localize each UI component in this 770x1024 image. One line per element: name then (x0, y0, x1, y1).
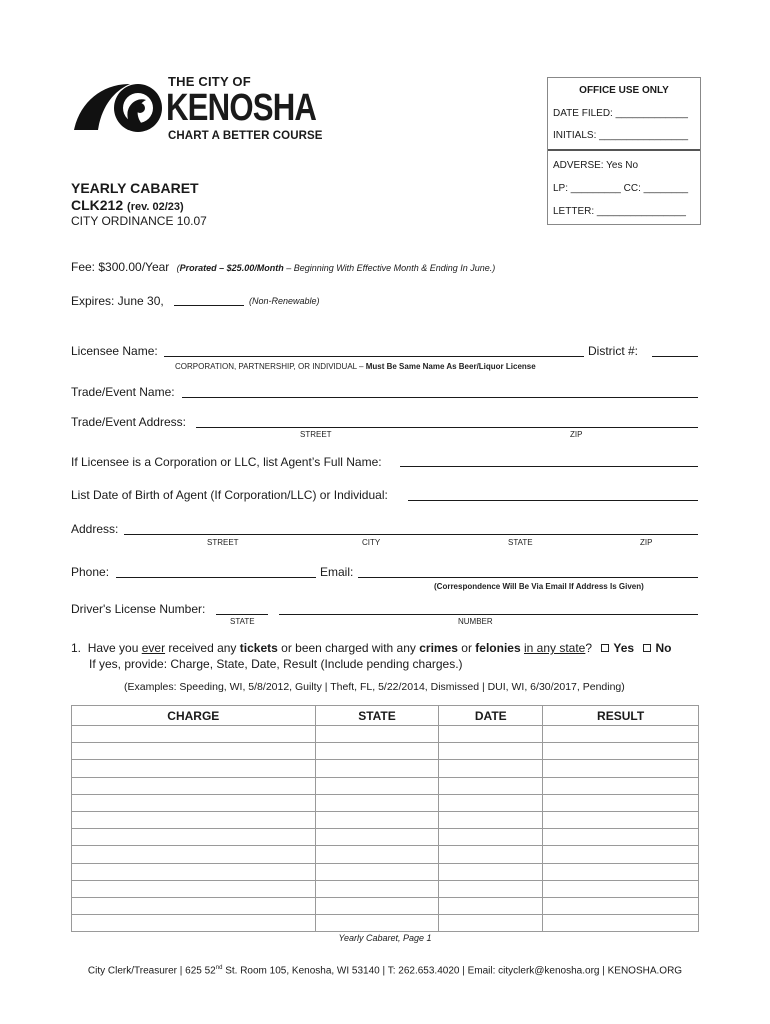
charge-cell[interactable] (72, 811, 316, 828)
state-cell[interactable] (315, 863, 439, 880)
result-header: RESULT (543, 706, 699, 726)
state-cell[interactable] (315, 846, 439, 863)
table-row (72, 777, 699, 794)
state-cell[interactable] (315, 743, 439, 760)
state-cell[interactable] (315, 897, 439, 914)
office-use-header: OFFICE USE ONLY (579, 85, 669, 96)
form-title: YEARLY CABARET (71, 180, 199, 196)
charge-cell[interactable] (72, 897, 316, 914)
dl-state-sublabel: STATE (230, 617, 255, 626)
licensee-label: Licensee Name: (71, 344, 158, 358)
district-field[interactable] (652, 356, 698, 357)
table-row (72, 846, 699, 863)
date-header: DATE (439, 706, 543, 726)
email-label: Email: (320, 565, 354, 579)
date-cell[interactable] (439, 915, 543, 932)
charge-header: CHARGE (72, 706, 316, 726)
table-row (72, 811, 699, 828)
address-field[interactable] (124, 534, 698, 535)
licensee-sublabel: CORPORATION, PARTNERSHIP, OR INDIVIDUAL – Must Be Same Name As Beer/Liquor License (175, 362, 536, 371)
table-row (72, 880, 699, 897)
page-label: Yearly Cabaret, Page 1 (338, 933, 432, 943)
table-row (72, 743, 699, 760)
result-cell[interactable] (543, 863, 699, 880)
table-row (72, 863, 699, 880)
form-code: CLK212 (71, 197, 124, 213)
trade-address-field[interactable] (196, 427, 698, 428)
date-cell[interactable] (439, 777, 543, 794)
fee-line: Fee: $300.00/Year (Prorated – $25.00/Month – Beginning With Effective Month & Ending In June.) (71, 260, 496, 274)
result-cell[interactable] (543, 915, 699, 932)
expires-year-field[interactable] (174, 305, 244, 306)
date-cell[interactable] (439, 846, 543, 863)
fee-label: Fee: $300.00/Year (71, 260, 170, 274)
question-1-examples: (Examples: Speeding, WI, 5/8/2012, Guilty | Theft, FL, 5/22/2014, Dismissed | DUI, WI, 6/30/2017, Pending) (124, 681, 625, 693)
address-city-sublabel: CITY (362, 538, 381, 547)
office-divider (548, 149, 700, 151)
address-label: Address: (71, 522, 119, 536)
table-row (72, 726, 699, 743)
dl-label: Driver's License Number: (71, 602, 206, 616)
trade-street-sublabel: STREET (300, 430, 332, 439)
dl-state-field[interactable] (216, 614, 268, 615)
result-cell[interactable] (543, 829, 699, 846)
state-cell[interactable] (315, 760, 439, 777)
charge-cell[interactable] (72, 777, 316, 794)
result-cell[interactable] (543, 794, 699, 811)
yes-label: Yes (613, 641, 635, 655)
table-row (72, 829, 699, 846)
kenosha-logo-mark (72, 80, 164, 132)
yes-checkbox[interactable] (601, 644, 609, 652)
fee-prorated: Prorated – $25.00/Month (179, 263, 284, 273)
no-checkbox[interactable] (643, 644, 651, 652)
footer-contact: City Clerk/Treasurer | 625 52nd St. Room 105, Kenosha, WI 53140 | T: 262.653.4020 | Email: cityclerk@kenosha.org | KENOSHA.ORG (87, 965, 683, 977)
state-cell[interactable] (315, 829, 439, 846)
charges-table-header (72, 706, 699, 726)
dob-field[interactable] (408, 500, 698, 501)
form-revision: (rev. 02/23) (127, 201, 184, 213)
date-filed-field[interactable]: DATE FILED: _____________ (553, 108, 688, 119)
date-cell[interactable] (439, 829, 543, 846)
table-row (72, 794, 699, 811)
charge-cell[interactable] (72, 880, 316, 897)
result-cell[interactable] (543, 897, 699, 914)
trade-name-label: Trade/Event Name: (71, 385, 175, 399)
initials-field[interactable]: INITIALS: ________________ (553, 130, 689, 141)
result-cell[interactable] (543, 726, 699, 743)
state-cell[interactable] (315, 777, 439, 794)
result-cell[interactable] (543, 743, 699, 760)
address-state-sublabel: STATE (508, 538, 533, 547)
table-row (72, 897, 699, 914)
table-row (72, 760, 699, 777)
result-cell[interactable] (543, 846, 699, 863)
dob-label: List Date of Birth of Agent (If Corporation/LLC) or Individual: (71, 488, 388, 502)
agent-name-field[interactable] (400, 466, 698, 467)
question-1: 1. Have you ever received any tickets or been charged with any crimes or felonies in any state? Yes No (71, 641, 672, 655)
address-street-sublabel: STREET (207, 538, 239, 547)
date-cell[interactable] (439, 794, 543, 811)
result-cell[interactable] (543, 880, 699, 897)
expires-note: (Non-Renewable) (249, 296, 320, 306)
date-cell[interactable] (439, 880, 543, 897)
licensee-name-field[interactable] (164, 356, 584, 357)
date-cell[interactable] (439, 726, 543, 743)
charge-cell[interactable] (72, 760, 316, 777)
charge-cell[interactable] (72, 915, 316, 932)
logo-tagline: CHART A BETTER COURSE (168, 130, 323, 142)
state-cell[interactable] (315, 915, 439, 932)
state-cell[interactable] (315, 811, 439, 828)
charges-table (71, 705, 699, 932)
trade-zip-sublabel: ZIP (570, 430, 583, 439)
question-1-instructions: If yes, provide: Charge, State, Date, Result (Include pending charges.) (89, 657, 463, 671)
charge-cell[interactable] (72, 743, 316, 760)
city-ordinance: CITY ORDINANCE 10.07 (71, 214, 207, 228)
email-field[interactable] (358, 577, 698, 578)
date-cell[interactable] (439, 811, 543, 828)
no-label: No (655, 641, 672, 655)
office-use-box (547, 77, 701, 225)
logo-kenosha: KENOSHA (166, 87, 317, 129)
dl-number-field[interactable] (279, 614, 698, 615)
charge-cell[interactable] (72, 846, 316, 863)
phone-field[interactable] (116, 577, 316, 578)
district-label: District #: (588, 344, 639, 358)
charge-cell[interactable] (72, 829, 316, 846)
date-cell[interactable] (439, 743, 543, 760)
letter-field[interactable]: LETTER: ________________ (553, 206, 686, 217)
agent-name-label: If Licensee is a Corporation or LLC, list Agent’s Full Name: (71, 455, 382, 469)
adverse-field[interactable]: ADVERSE: Yes No (553, 160, 639, 171)
state-cell[interactable] (315, 794, 439, 811)
logo-city-of: THE CITY OF (168, 74, 251, 89)
result-cell[interactable] (543, 760, 699, 777)
date-cell[interactable] (439, 897, 543, 914)
phone-label: Phone: (71, 565, 110, 579)
lp-cc-field[interactable]: LP: _________ CC: ________ (553, 183, 689, 194)
email-note: (Correspondence Will Be Via Email If Address Is Given) (434, 582, 644, 591)
expires-label: Expires: June 30, (71, 294, 164, 308)
table-row (72, 915, 699, 932)
charge-cell[interactable] (72, 863, 316, 880)
dl-number-sublabel: NUMBER (458, 617, 493, 626)
address-zip-sublabel: ZIP (640, 538, 653, 547)
charge-cell[interactable] (72, 794, 316, 811)
trade-name-field[interactable] (182, 397, 698, 398)
date-cell[interactable] (439, 863, 543, 880)
charge-cell[interactable] (72, 726, 316, 743)
date-cell[interactable] (439, 760, 543, 777)
result-cell[interactable] (543, 811, 699, 828)
state-header: STATE (315, 706, 439, 726)
trade-address-label: Trade/Event Address: (71, 415, 186, 429)
state-cell[interactable] (315, 726, 439, 743)
result-cell[interactable] (543, 777, 699, 794)
state-cell[interactable] (315, 880, 439, 897)
